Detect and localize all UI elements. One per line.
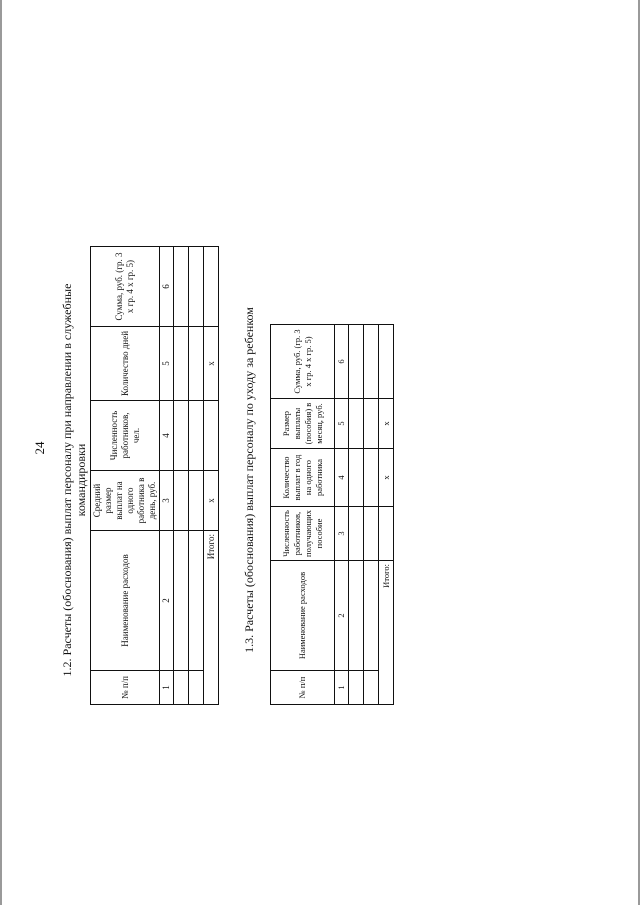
cell: [189, 401, 204, 471]
col-number: 6: [160, 247, 174, 327]
cell: [349, 507, 364, 561]
cell: [174, 327, 189, 401]
section-1-2-caption: 1.2. Расчеты (обоснования) выплат персоналу при направлении в служебные командировки: [60, 283, 88, 677]
cell: [364, 399, 379, 449]
cell: [174, 401, 189, 471]
total-label: Итого:: [379, 561, 394, 705]
total-c4: х: [379, 449, 394, 507]
total-label: Итого:: [204, 531, 219, 705]
col-number: 3: [160, 471, 174, 531]
cell: [174, 671, 189, 705]
column-number-row: [160, 247, 174, 705]
page-number: 24: [32, 441, 47, 455]
col-header-expense-name: Наименование расходов: [271, 561, 335, 671]
total-c4: [204, 401, 219, 471]
col-header-number: № п/п: [271, 671, 335, 705]
childcare-payments-table: [270, 324, 394, 705]
section-1-3-caption: 1.3. Расчеты (обоснования) выплат персоналу по уходу за ребенком: [242, 307, 256, 653]
business-trip-payments-table: [90, 246, 219, 705]
cell: [349, 671, 364, 705]
col-header-payments-per-year: Количество выплат в год на одного работника: [271, 449, 335, 507]
total-row: [204, 247, 219, 705]
col-number: 6: [335, 325, 349, 399]
col-header-staff-count: Численность работников, чел.: [91, 401, 160, 471]
col-header-recipients: Численность работников, получающих пособие: [271, 507, 335, 561]
table-row: [174, 247, 189, 705]
col-number: 2: [335, 561, 349, 671]
total-c3: [379, 507, 394, 561]
table-header-row: [91, 247, 160, 705]
col-number: 2: [160, 531, 174, 671]
col-header-sum: Сумма, руб. (гр. 3 х гр. 4 х гр. 5): [271, 325, 335, 399]
total-c6: [379, 325, 394, 399]
col-number: 1: [335, 671, 349, 705]
col-number: 4: [160, 401, 174, 471]
col-header-avg-payment: Средний размер выплат на одного работника в день, руб.: [91, 471, 160, 531]
col-header-number: № п/п: [91, 671, 160, 705]
col-number: 3: [335, 507, 349, 561]
cell: [364, 325, 379, 399]
table-row: [364, 325, 379, 705]
cell: [364, 449, 379, 507]
table-row: [349, 325, 364, 705]
total-row: [379, 325, 394, 705]
cell: [349, 325, 364, 399]
cell: [364, 507, 379, 561]
col-header-monthly-amount: Размер выплаты (пособия) в месяц, руб.: [271, 399, 335, 449]
cell: [189, 531, 204, 671]
cell: [364, 671, 379, 705]
cell: [174, 247, 189, 327]
total-c5: х: [379, 399, 394, 449]
col-number: 5: [160, 327, 174, 401]
col-header-expense-name: Наименование расходов: [91, 531, 160, 671]
cell: [349, 399, 364, 449]
col-header-sum: Сумма, руб. (гр. 3 х гр. 4 х гр. 5): [91, 247, 160, 327]
cell: [174, 471, 189, 531]
cell: [349, 449, 364, 507]
table-row: [189, 247, 204, 705]
column-number-row: [335, 325, 349, 705]
cell: [189, 247, 204, 327]
cell: [174, 531, 189, 671]
col-number: 4: [335, 449, 349, 507]
total-c3: х: [204, 471, 219, 531]
cell: [189, 671, 204, 705]
total-c5: х: [204, 327, 219, 401]
cell: [189, 471, 204, 531]
table-header-row: [271, 325, 335, 705]
cell: [364, 561, 379, 671]
col-number: 1: [160, 671, 174, 705]
cell: [189, 327, 204, 401]
col-header-days: Количество дней: [91, 327, 160, 401]
total-c6: [204, 247, 219, 327]
col-number: 5: [335, 399, 349, 449]
cell: [349, 561, 364, 671]
